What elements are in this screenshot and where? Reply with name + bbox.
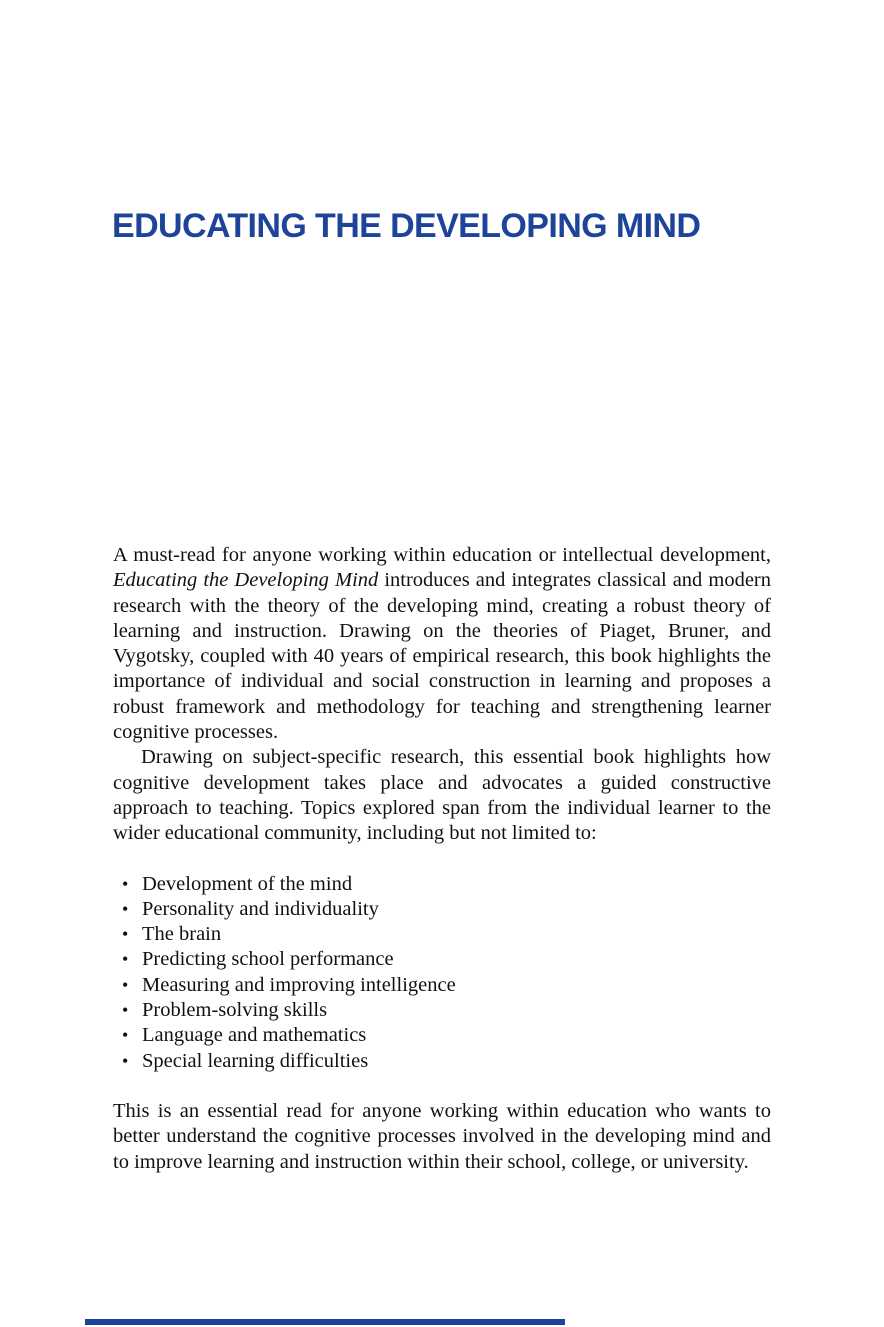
list-item <box>122 998 771 1023</box>
body-text <box>113 543 771 1175</box>
bullet-icon: • <box>122 974 129 995</box>
paragraph-intro <box>113 543 771 745</box>
list-item-label: Problem-solving skills <box>142 999 328 1022</box>
paragraph-closing: This is an essential read for anyone working within education who wants to better understand the cognitive processes involved in the developing mind and to improve learning and instruction within their school, college, or university. <box>113 1099 771 1173</box>
list-item <box>122 973 771 998</box>
list-item <box>122 922 771 947</box>
bullet-icon: • <box>122 898 129 919</box>
list-item <box>122 897 771 922</box>
list-item-label: Measuring and improving intelligence <box>142 973 456 996</box>
page-title: EDUCATING THE DEVELOPING MIND <box>112 207 701 245</box>
book-title-italic: Educating the Developing Mind <box>113 569 379 592</box>
bullet-icon: • <box>122 873 129 894</box>
bullet-icon: • <box>122 949 129 970</box>
list-item-label: Development of the mind <box>142 872 353 895</box>
paragraph-intro-after: introduces and integrates classical and modern research with the theory of the developing mind, creating a robust theory of learning and instruction. Drawing on the theories of Piaget, Bruner, and Vygotsky, coupled with 40 years of empirical research, this book highlights the importance of individual and social construction in learning and proposes a robust framework and methodology for teaching and strengthening learner cognitive processes. <box>113 569 771 744</box>
list-item <box>122 1049 771 1074</box>
list-item-label: Language and mathematics <box>142 1024 367 1047</box>
topics-list <box>113 872 771 1074</box>
bullet-icon: • <box>122 1000 129 1021</box>
list-item-label: Special learning difficulties <box>142 1049 369 1072</box>
list-item-label: Predicting school performance <box>142 948 394 971</box>
paragraph-intro-before: A must-read for anyone working within education or intellectual development, <box>113 544 771 566</box>
footer-rule <box>85 1319 565 1325</box>
list-item-label: Personality and individuality <box>142 897 379 920</box>
bullet-icon: • <box>122 1050 129 1071</box>
bullet-icon: • <box>122 1025 129 1046</box>
bullet-icon: • <box>122 924 129 945</box>
list-item <box>122 1023 771 1048</box>
list-item <box>122 947 771 972</box>
list-item <box>122 872 771 897</box>
list-item-label: The brain <box>142 923 222 946</box>
paragraph-topics-lead: Drawing on subject-specific research, this essential book highlights how cognitive development takes place and advocates a guided constructive approach to teaching. Topics explored span from the individual learner to the wider educational community, including but not limited to: <box>113 746 771 845</box>
